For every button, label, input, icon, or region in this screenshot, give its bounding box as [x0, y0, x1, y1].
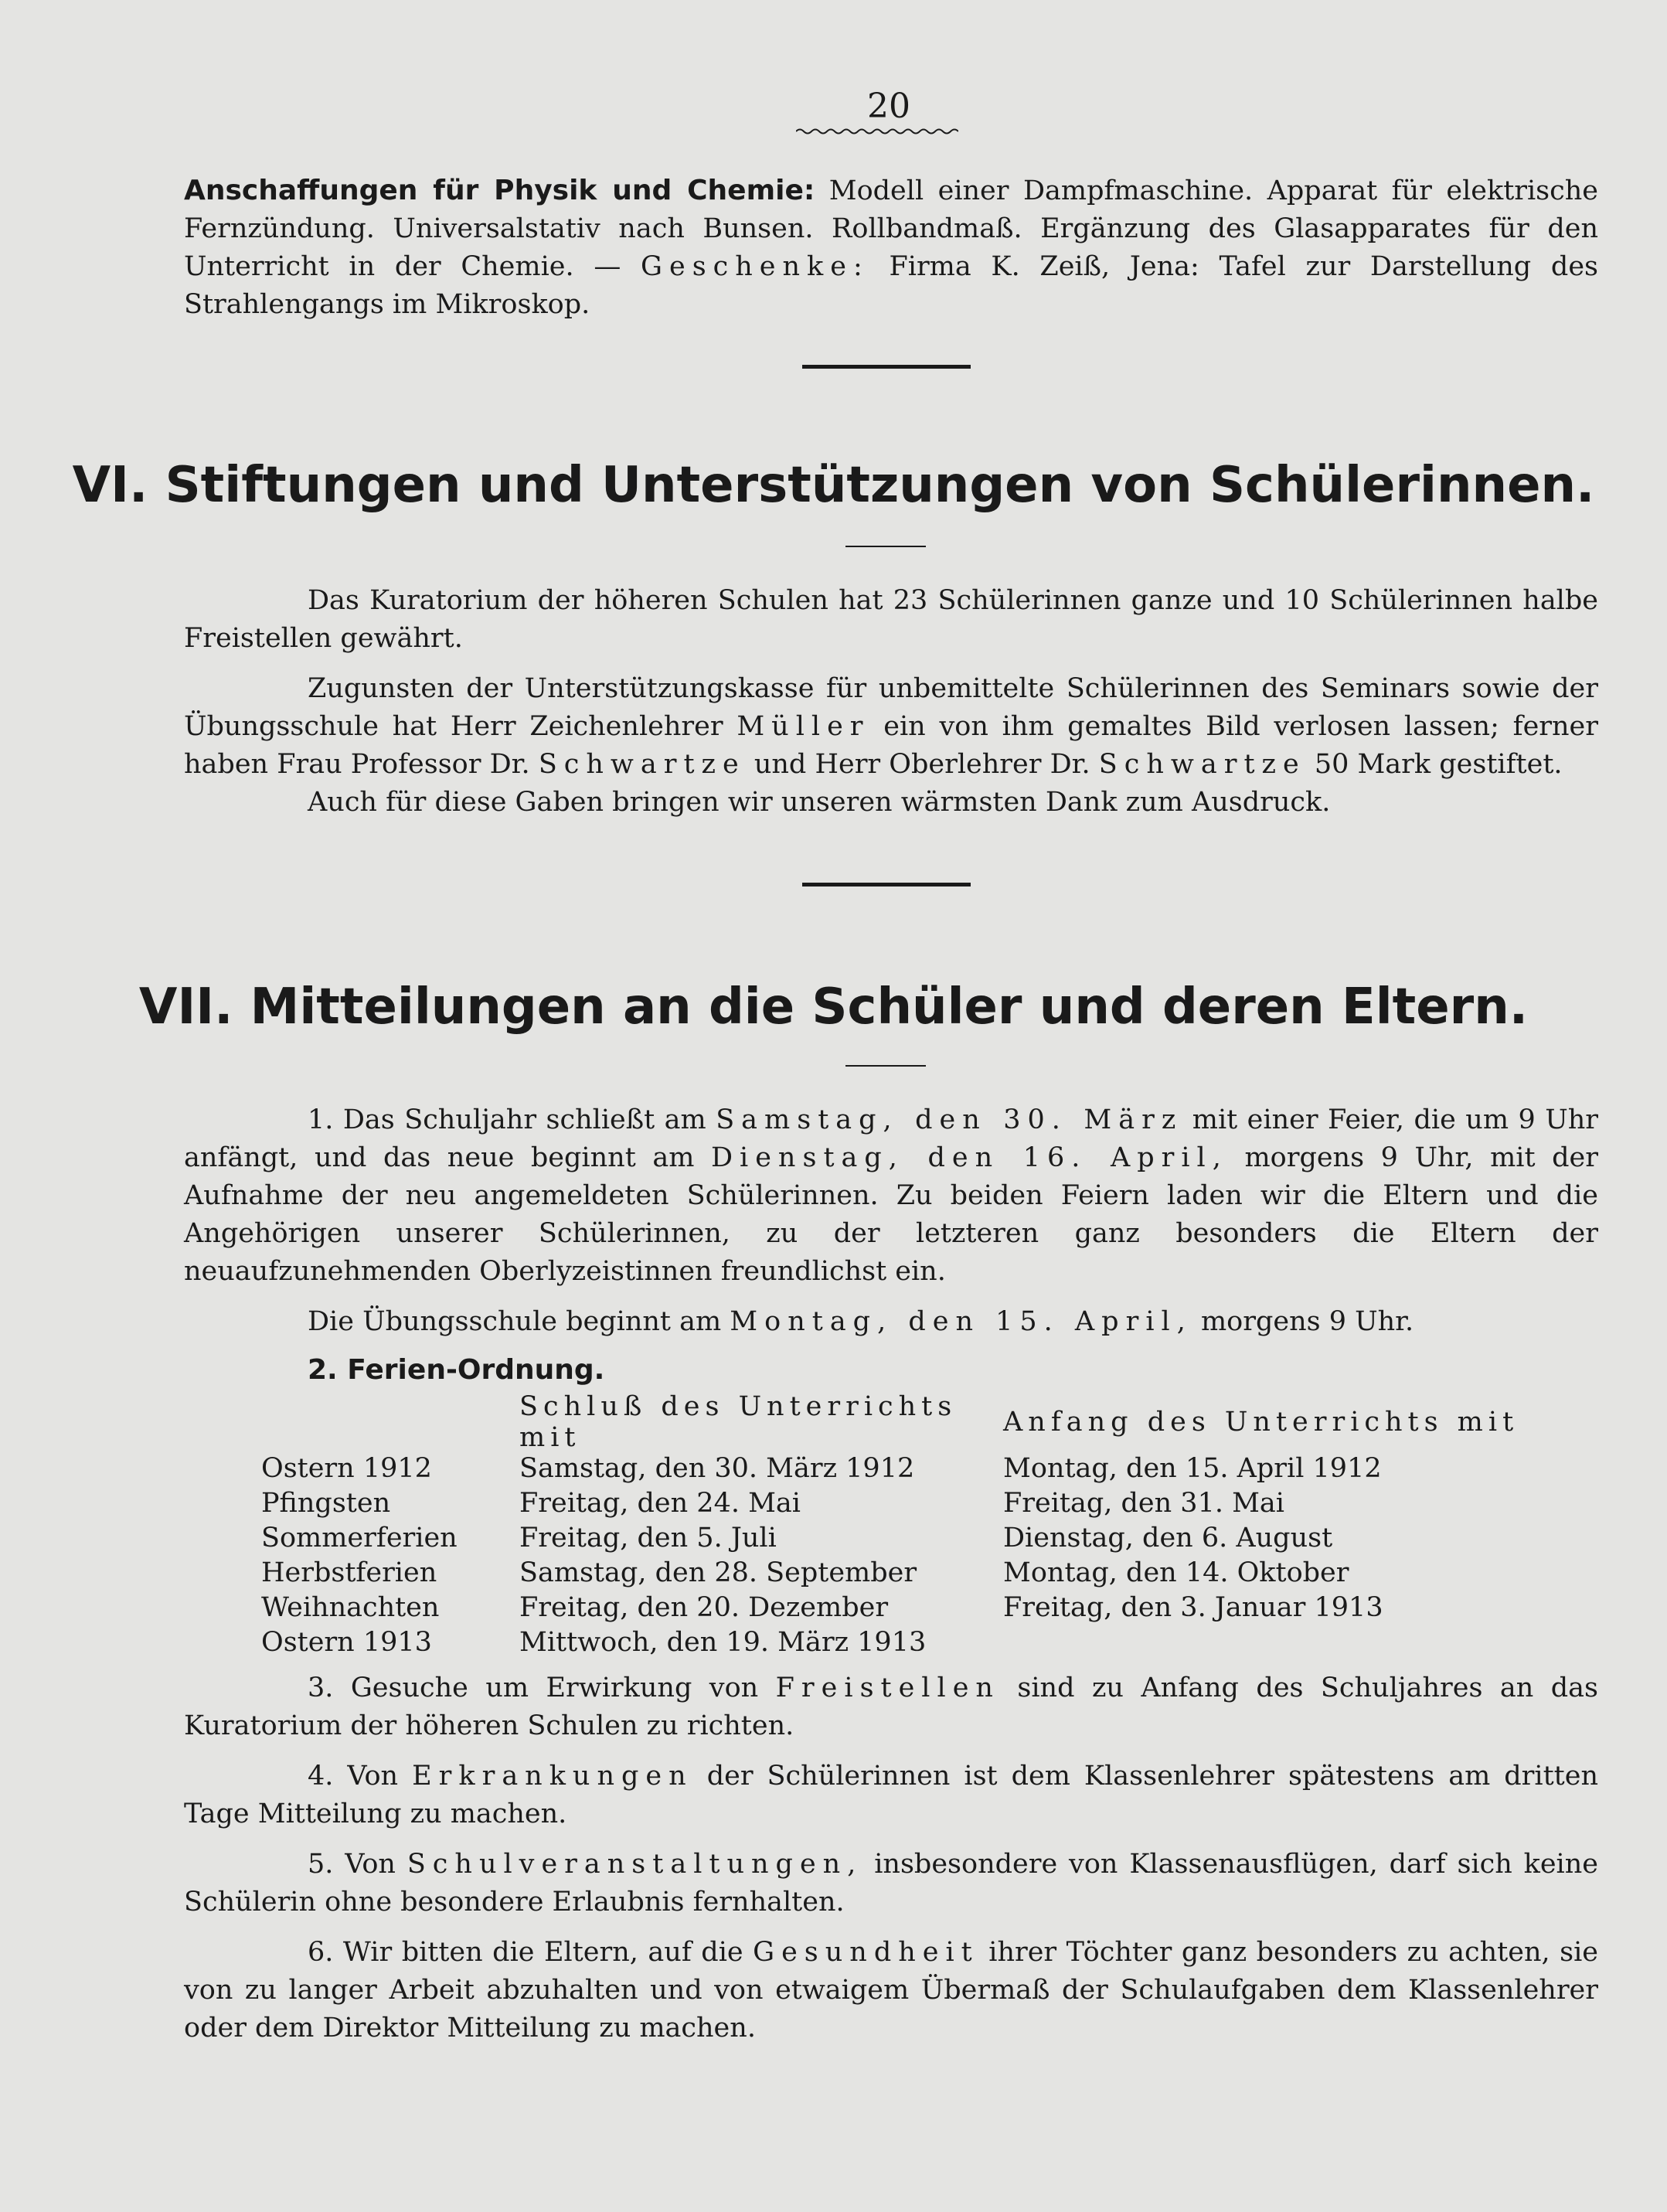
date-practice-school: Montag, den 15. April,: [730, 1306, 1192, 1337]
date-end-of-year: Samstag, den 30. März: [716, 1104, 1183, 1135]
text-run: insbesondere von Klassenausflügen, darf sich keine Schülerin ohne besondere Erlaubnis fernhalten.: [184, 1849, 1598, 1918]
holiday-start: Montag, den 15. April 1912: [1003, 1453, 1382, 1484]
section-7-item-1: [184, 1101, 1598, 1341]
text-run: Die Übungsschule beginnt am: [308, 1306, 730, 1337]
name-mueller: Müller: [737, 711, 870, 742]
holiday-end: Samstag, den 30. März 1912: [519, 1453, 915, 1484]
header-start-of-classes: Anfang des Unterrichts mit: [1003, 1407, 1519, 1438]
text-run: Zugunsten der Unterstützungskasse für unbemittelte Schülerinnen des Seminars sowie der Übungsschule hat Herr Zeichenlehrer: [184, 673, 1598, 742]
section-6-body: [184, 582, 1598, 822]
holiday-table-header: [261, 1391, 1544, 1453]
table-row: [261, 1488, 1544, 1523]
holiday-end: Freitag, den 20. Dezember: [519, 1592, 889, 1623]
section-divider: [802, 365, 971, 369]
item-6: [184, 1934, 1598, 2047]
holiday-start: Montag, den 14. Oktober: [1003, 1557, 1349, 1588]
holiday-start: Freitag, den 31. Mai: [1003, 1488, 1284, 1519]
text-run: mit einer Feier, die um 9 Uhr anfängt, und das neue beginnt am: [184, 1104, 1599, 1173]
holiday-start: Freitag, den 3. Januar 1913: [1003, 1592, 1383, 1623]
holiday-schedule-title: 2. Ferien-Ordnung.: [308, 1354, 605, 1386]
holiday-name: Ostern 1912: [261, 1453, 432, 1484]
header-end-of-classes: Schluß des Unterrichts mit: [519, 1391, 958, 1453]
text-run: der Schülerinnen ist dem Klassenlehrer spätestens am dritten Tage Mitteilung zu machen.: [184, 1761, 1598, 1829]
gifts-text: Firma K. Zeiß, Jena: Tafel zur Darstellung des Strahlengangs im Mikroskop.: [184, 251, 1598, 320]
text-run: 1. Das Schuljahr schließt am: [308, 1104, 716, 1135]
acquisitions-lead: Anschaffungen für Physik und Chemie:: [184, 175, 815, 206]
holiday-end: Mittwoch, den 19. März 1913: [519, 1627, 927, 1658]
holiday-name: Sommerferien: [261, 1523, 458, 1554]
emphasis-gesundheit: Gesundheit: [753, 1937, 979, 1968]
section-7-items-3-6: [184, 1669, 1598, 2047]
item-3: [184, 1669, 1598, 1745]
holiday-table: [261, 1391, 1544, 1662]
table-row: [261, 1453, 1544, 1488]
holiday-name: Ostern 1913: [261, 1627, 432, 1658]
text-run: 4. Von: [308, 1761, 413, 1792]
holiday-start: Dienstag, den 6. August: [1003, 1523, 1333, 1554]
section-6-heading: VI. Stiftungen und Unterstützungen von Schülerinnen.: [72, 457, 1595, 514]
emphasis-freistellen: Freistellen: [775, 1673, 1000, 1703]
section-6-paragraph-3: Auch für diese Gaben bringen wir unseren wärmsten Dank zum Ausdruck.: [308, 787, 1331, 818]
heading-underline: [845, 1065, 926, 1067]
page-number-ornament: [796, 127, 958, 134]
heading-underline: [845, 546, 926, 547]
text-run: 50 Mark gestiftet.: [1305, 749, 1563, 780]
name-schwartze: Schwartze: [1098, 749, 1306, 780]
text-run: 5. Von: [308, 1849, 407, 1880]
text-run: 6. Wir bitten die Eltern, auf die: [308, 1937, 754, 1968]
table-row: [261, 1523, 1544, 1557]
name-schwartze: Schwartze: [538, 749, 746, 780]
holiday-end: Samstag, den 28. September: [519, 1557, 917, 1588]
page-number: 20: [867, 87, 910, 126]
item-4: [184, 1758, 1598, 1833]
holiday-name: Herbstferien: [261, 1557, 437, 1588]
text-run: ein von ihm gemaltes Bild verlosen lassen; ferner haben Frau Professor Dr.: [184, 711, 1598, 780]
text-run: und Herr Oberlehrer Dr.: [745, 749, 1099, 780]
acquisitions-paragraph: [184, 172, 1598, 324]
item-5: [184, 1846, 1598, 1921]
holiday-name: Weihnachten: [261, 1592, 440, 1623]
emphasis-erkrankungen: Erkrankungen: [412, 1761, 693, 1792]
holiday-end: Freitag, den 5. Juli: [519, 1523, 777, 1554]
text-run: morgens 9 Uhr, mit der Aufnahme der neu angemeldeten Schülerinnen. Zu beiden Feiern laden wir die Eltern und die Angehörigen unserer Schülerinnen, zu der letzteren ganz besonders die Eltern der neuaufzunehmenden Oberlyzeistinnen freundlichst ein.: [184, 1142, 1598, 1287]
holiday-start: [1003, 1627, 1544, 1662]
text-run: ihrer Töchter ganz besonders zu achten, sie von zu langer Arbeit abzuhalten und von etwaigem Übermaß der Schulaufgaben dem Klassenlehrer oder dem Direktor Mitteilung zu machen.: [184, 1937, 1598, 2044]
gifts-label: Geschenke:: [641, 251, 869, 282]
header-empty: [261, 1391, 519, 1453]
table-row: [261, 1557, 1544, 1592]
text-run: sind zu Anfang des Schuljahres an das Kuratorium der höheren Schulen zu richten.: [184, 1673, 1598, 1741]
table-row: [261, 1627, 1544, 1662]
holiday-end: Freitag, den 24. Mai: [519, 1488, 801, 1519]
acquisitions-text: Modell einer Dampfmaschine. Apparat für elektrische Fernzündung. Universalstativ nach Bunsen. Rollbandmaß. Ergänzung des Glasapparates für den Unterricht in der Chemie. —: [184, 175, 1599, 282]
section-7-item-2: [184, 1351, 1598, 1390]
date-start-of-year: Dienstag, den 16. April,: [710, 1142, 1228, 1173]
section-6-paragraph-2: [184, 670, 1598, 784]
text-run: 3. Gesuche um Erwirkung von: [308, 1673, 776, 1703]
section-6-paragraph-1: Das Kuratorium der höheren Schulen hat 23 Schülerinnen ganze und 10 Schülerinnen halbe Freistellen gewährt.: [184, 585, 1598, 654]
section-7-heading: VII. Mitteilungen an die Schüler und deren Eltern.: [138, 978, 1529, 1036]
section-divider: [802, 883, 971, 887]
table-row: [261, 1592, 1544, 1627]
emphasis-schulveranstaltungen: Schulveranstaltungen,: [407, 1849, 863, 1880]
text-run: morgens 9 Uhr.: [1192, 1306, 1414, 1337]
holiday-name: Pfingsten: [261, 1488, 391, 1519]
